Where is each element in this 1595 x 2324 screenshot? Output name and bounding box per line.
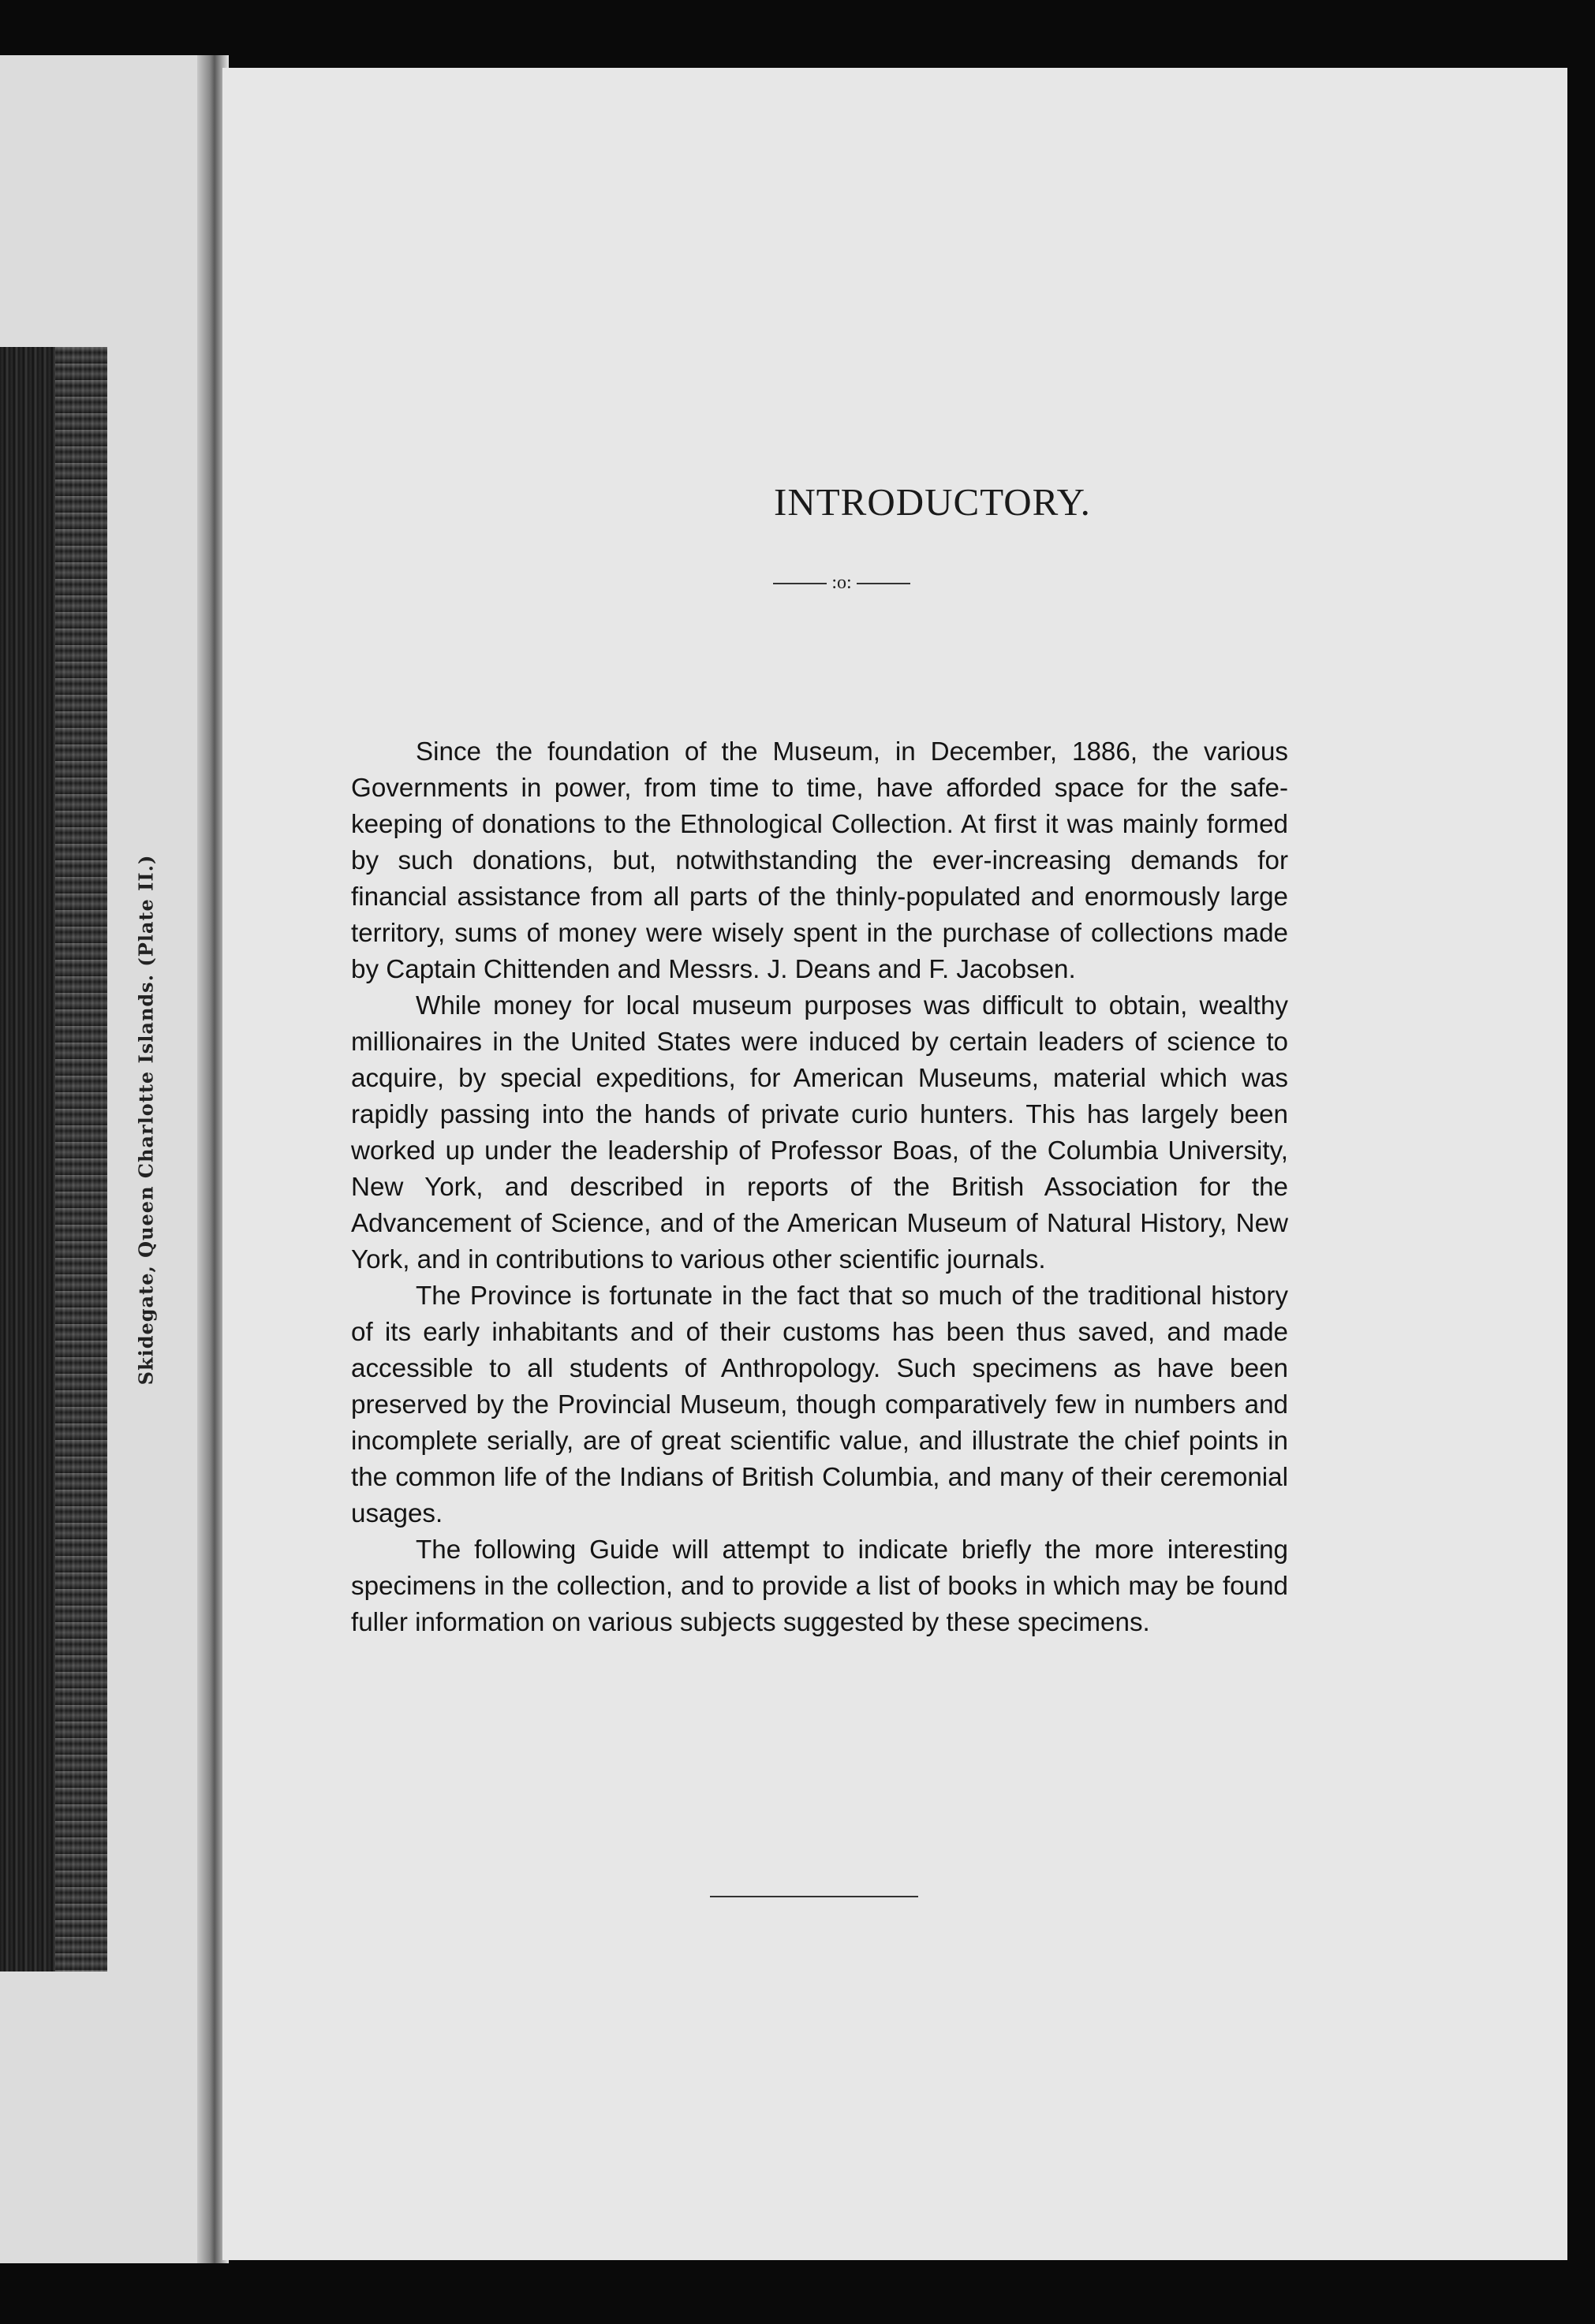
title-ornament <box>739 573 944 594</box>
ornament-rule-right <box>857 583 910 584</box>
ornament-glyph: :o: <box>831 573 852 593</box>
page-title: INTRODUCTORY. <box>774 480 1091 524</box>
paragraph: Since the foundation of the Museum, in December, 1886, the various Governments in power, from time to time, have afforded space for the safe-keeping of donations to the Ethnological Collection. At first it was mainly formed by such donations, but, notwithstanding the ever-increasing demands for financial assistance from all parts of the thinly-populated and enormously large territory, sums of money were wisely spent in the purchase of collections made by Captain Chittenden and Messrs. J. Deans and F. Jacobsen. <box>351 737 1288 984</box>
paragraph: While money for local museum purposes was difficult to obtain, wealthy millionaires in the United States were induced by certain leaders of science to acquire, by special expeditions, for American Museums, material which was rapidly passing into the hands of private curio hunters. This has largely been worked up under the leadership of Professor Boas, of the Columbia University, New York, and described in reports of the British Association for the Advancement of Science, and of the American Museum of Natural History, New York, and in contributions to various other scientific journals. <box>351 991 1288 1274</box>
body-text <box>351 734 1288 1641</box>
paragraph: The following Guide will attempt to indicate briefly the more interesting specimens in the collection, and to provide a list of books in which may be found fuller information on various subjects suggested by these specimens. <box>351 1535 1288 1637</box>
plate-photograph-edge <box>0 347 107 1971</box>
ornament-rule-left <box>773 583 827 584</box>
paragraph: The Province is fortunate in the fact that so much of the traditional history of its early inhabitants and of their customs has been thus saved, and made accessible to all students of Anthropology. Such specimens as have been preserved by the Provincial Museum, though comparatively few in numbers and incomplete serially, are of great scientific value, and illustrate the chief points in the common life of the Indians of British Columbia, and many of their ceremonial usages. <box>351 1281 1288 1528</box>
plate-caption: Skidegate, Queen Charlotte Islands. (Plate II.) <box>134 854 158 1386</box>
book-page <box>222 68 1567 2260</box>
end-rule <box>710 1896 918 1897</box>
